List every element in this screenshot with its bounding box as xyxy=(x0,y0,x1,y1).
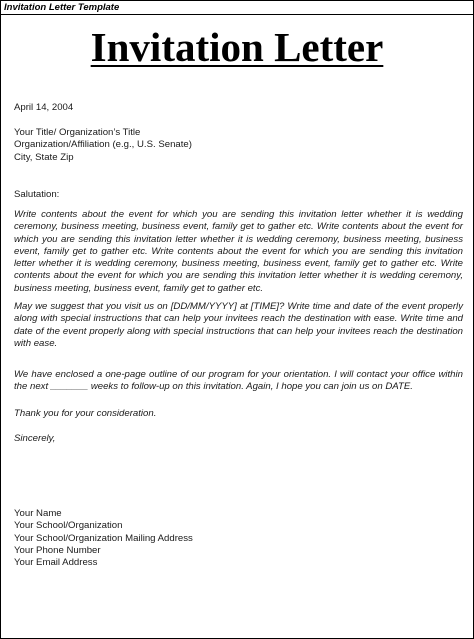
closing-line: Sincerely, xyxy=(14,433,56,444)
body-paragraph-event: Write contents about the event for which you are sending this invitation letter whether it is wedding ceremony, business meeting, business event, family get to gather etc. Write contents about the event for which you are sending this invitation letter whether it is wedding ceremony, business meeting, business event, family get to gather etc. Write contents about the event for which you are sending this invitation letter whether it is wedding ceremony, business meeting, business event, family get to gather etc. Write contents about the event for which you are sending this invitation letter whether it is wedding ceremony, business meeting, business event, family get to gather etc. xyxy=(14,209,463,294)
body-paragraph-visit: May we suggest that you visit us on [DD/MM/YYYY] at [TIME]? Write time and date of the event properly along with special instructions that can help your invitees reach the destination with ease. Write time and date of the event properly along with special instructions that can help your invitees reach the destination with ease. xyxy=(14,301,463,349)
sender-line: Your Name xyxy=(14,508,62,519)
letter-title xyxy=(1,24,473,70)
letter-date: April 14, 2004 xyxy=(14,102,74,113)
recipient-line: City, State Zip xyxy=(14,151,74,163)
sender-line: Your School/Organization xyxy=(14,520,123,532)
sender-line: Your Phone Number xyxy=(14,544,101,556)
salutation: Salutation: xyxy=(14,189,60,200)
sender-line: Your School/Organization Mailing Address xyxy=(14,532,193,544)
body-paragraph-enclosure: We have enclosed a one-page outline of our program for your orientation. I will contact your office within the next _______ weeks to follow-up on this invitation. Again, I hope you can join us on DATE. xyxy=(14,369,463,393)
letter-title-text: Invitation Letter xyxy=(90,24,384,70)
template-header-label: Invitation Letter Template xyxy=(4,2,120,13)
sender-block xyxy=(14,508,463,569)
recipient-block xyxy=(14,127,463,164)
sender-line: Your Email Address xyxy=(14,557,98,569)
recipient-line: Your Title/ Organization’s Title xyxy=(14,127,141,138)
thanks-line: Thank you for your consideration. xyxy=(14,408,157,419)
header-divider xyxy=(1,14,473,15)
recipient-line: Organization/Affiliation (e.g., U.S. Senate) xyxy=(14,139,192,151)
